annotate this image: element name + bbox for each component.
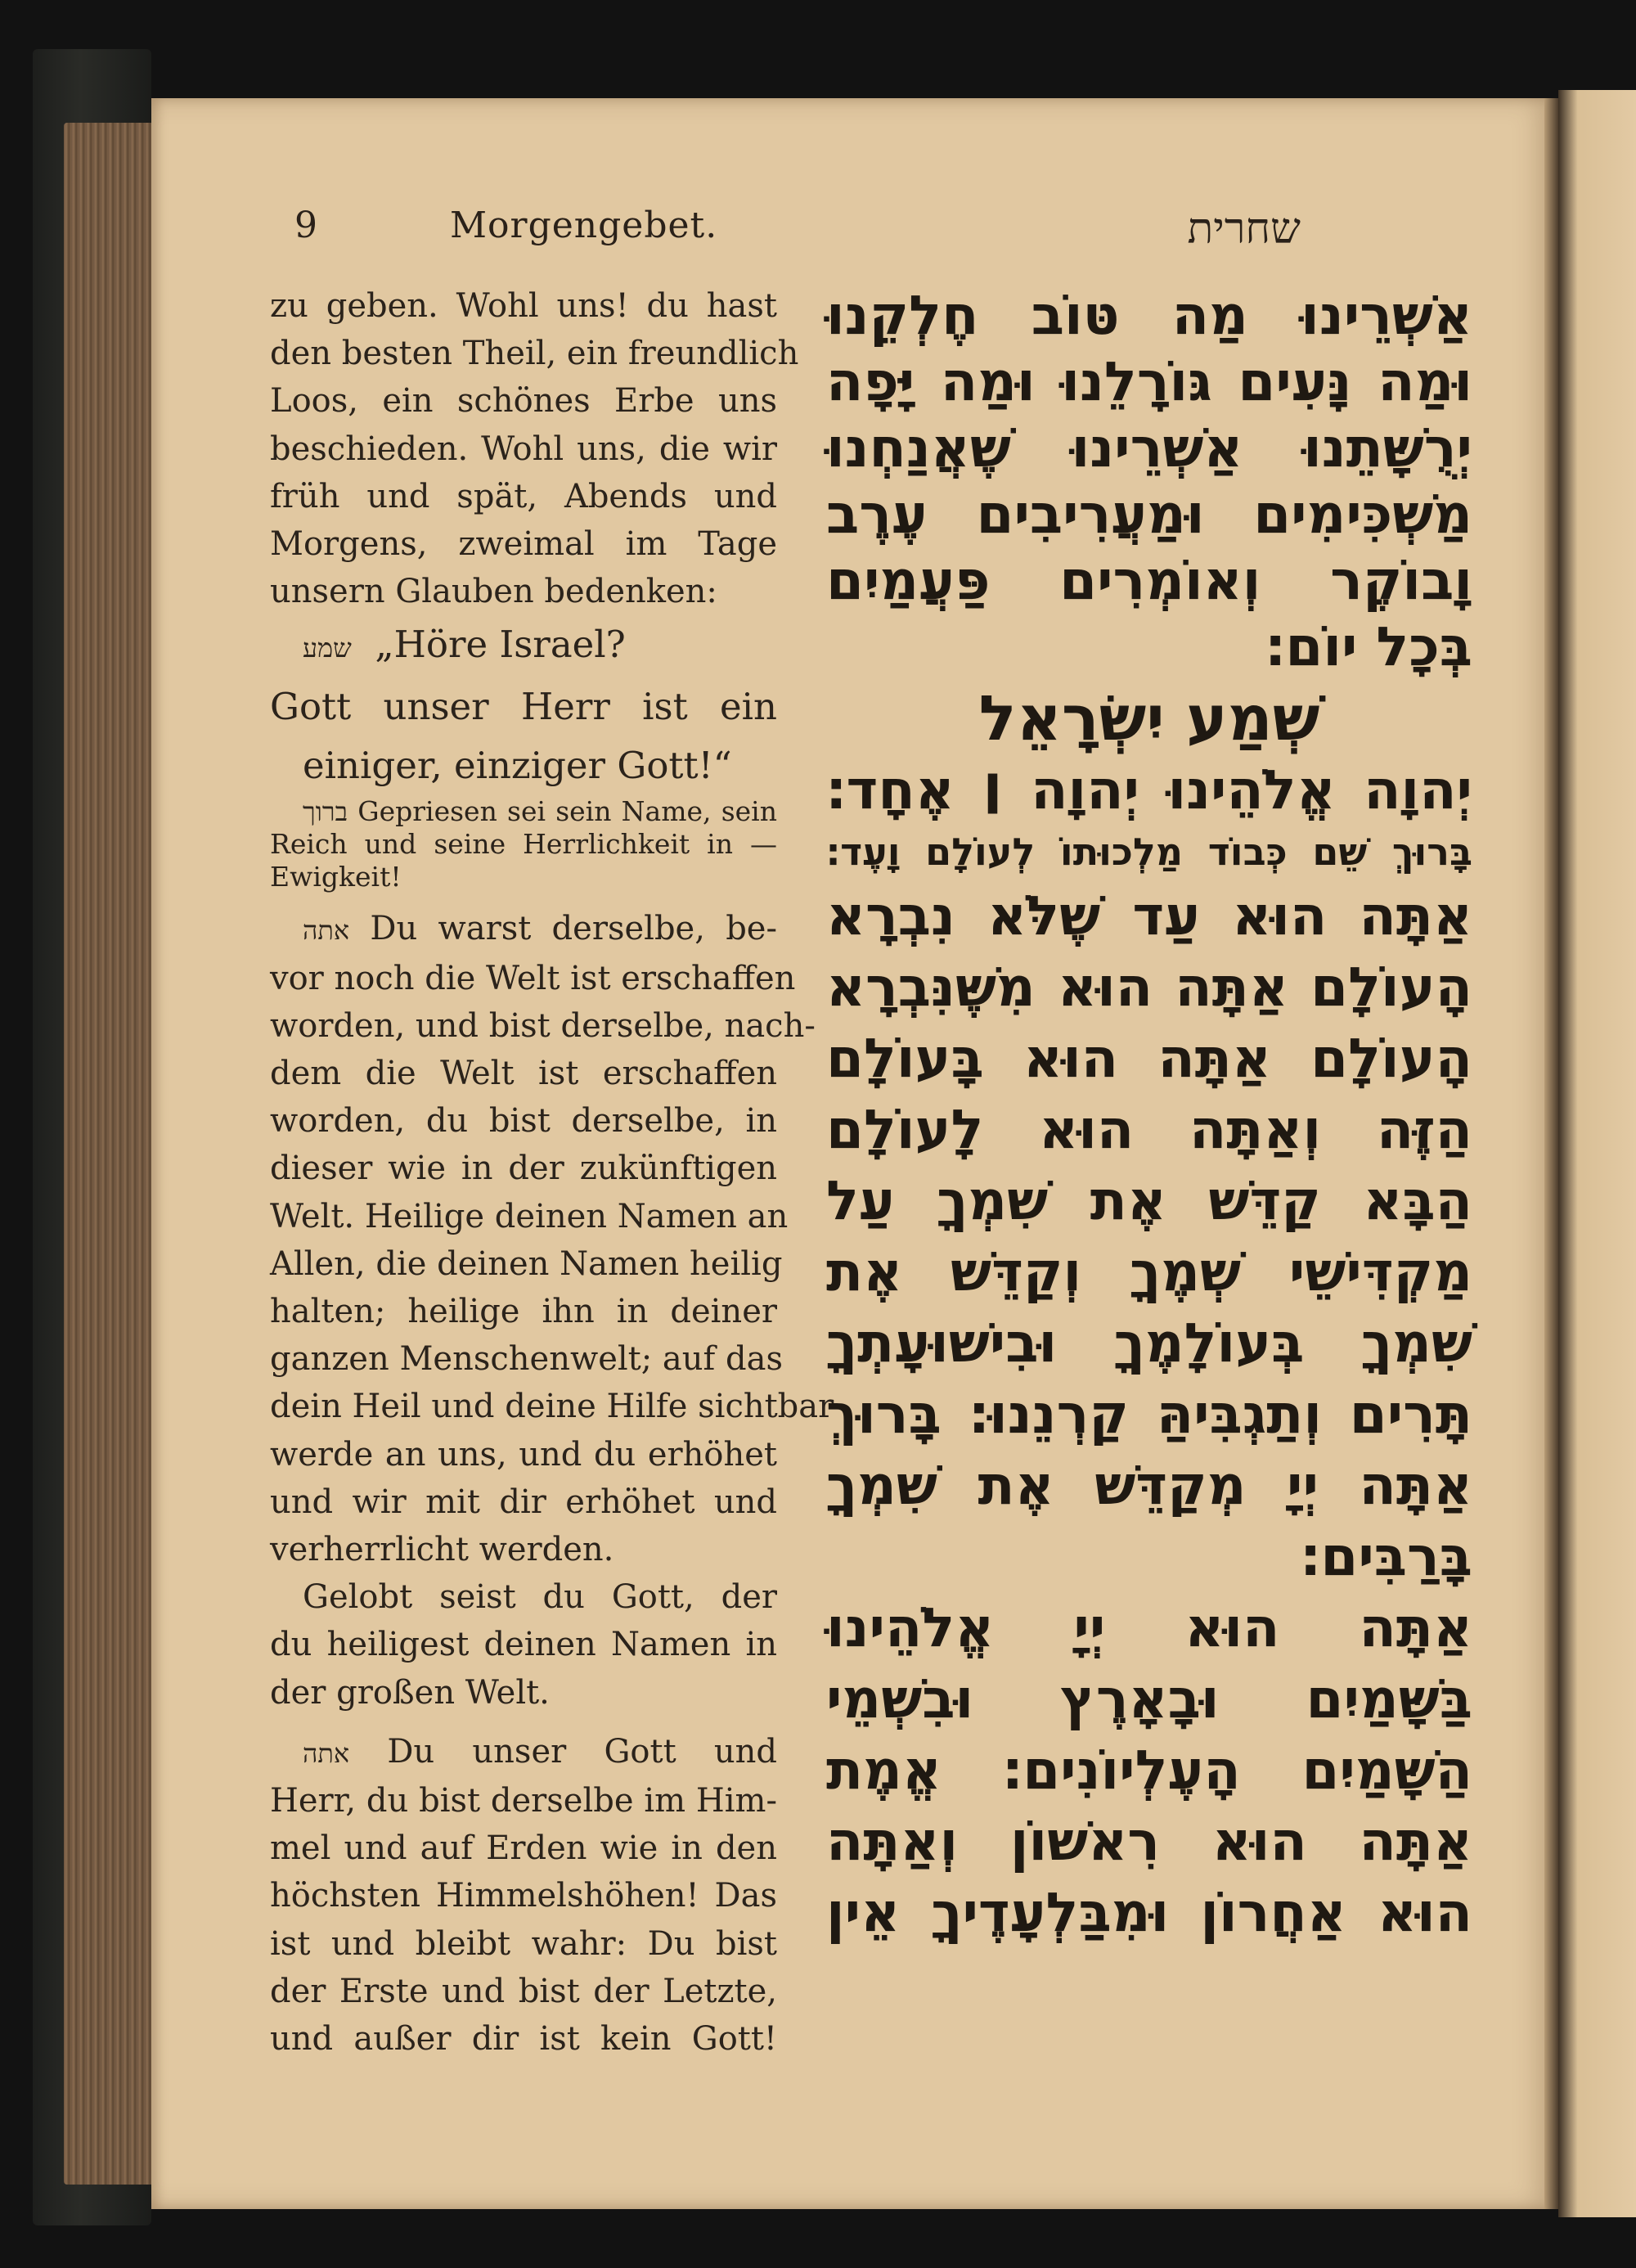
running-title: Morgengebet. xyxy=(450,205,718,246)
hebrew-line: בַּשָּׁמַיִם וּבָאָרֶץ וּבִשְׁמֵי xyxy=(826,1667,1472,1730)
hebrew-prayer-column xyxy=(826,282,1472,1948)
hebrew-line: הָעוֹלָם אַתָּה הוּא בָּעוֹלָם xyxy=(826,1027,1472,1090)
hebrew-reference: אתה xyxy=(303,915,350,947)
hebrew-line: אַתָּה הוּא עַד שֶׁלֹּא נִבְרָא xyxy=(826,884,1472,947)
hebrew-line: תָּרִים וְתַגְבִּיהַּ קַרְנֵנוּ׃ בָּרוּךְ xyxy=(826,1383,1472,1446)
gelobt-line: der großen Welt. xyxy=(270,1673,550,1712)
ata2-line xyxy=(270,1728,777,1777)
hebrew-line: וָבוֹקֶר וְאוֹמְרִים פַּעֲמַיִם xyxy=(826,549,1472,612)
ata-line xyxy=(270,905,777,954)
gelobt-line: du heiligest deinen Namen in xyxy=(270,1626,777,1664)
hebrew-line: הַבָּא קַדֵּשׁ אֶת שִׁמְךָ עַל xyxy=(826,1169,1472,1232)
ata-line: und wir mit dir erhöhet und xyxy=(270,1483,777,1521)
hebrew-line: אַשְׁרֵינוּ מַה טּוֹב חֶלְקֵנוּ xyxy=(826,284,1472,347)
hebrew-reference: אתה xyxy=(303,1737,350,1769)
shema-verse: יְהוָה אֱלֹהֵינוּ יְהוָה ׀ אֶחָד׃ xyxy=(826,758,1472,821)
baruch-line: Reich und seine Herrlichkeit in — xyxy=(270,828,777,861)
hebrew-line: מַקְדִּישֵׁי שְׁמֶךָ וְקַדֵּשׁ אֶת xyxy=(826,1240,1472,1303)
hebrew-line: יְרֻשָּׁתֵנוּ אַשְׁרֵינוּ שֶׁאֲנַחְנוּ xyxy=(826,416,1472,479)
ata2-line: mel und auf Erden wie in den xyxy=(270,1829,777,1868)
hebrew-line: בָּרַבִּים׃ xyxy=(1300,1525,1472,1588)
hebrew-line: הַשָּׁמַיִם הָעֶלְיוֹנִים׃ אֱמֶת xyxy=(826,1739,1472,1802)
baruch-verse: בָּרוּךְ שֵׁם כְּבוֹד מַלְכוּתוֹ לְעוֹלָם וָעֶד׃ xyxy=(826,830,1472,874)
ata2-line: und außer dir ist kein Gott! xyxy=(270,2020,777,2059)
spacer xyxy=(270,893,777,905)
ata2-translation xyxy=(270,1728,777,2063)
page-number: 9 xyxy=(294,205,317,246)
ata-line: verherrlicht werden. xyxy=(270,1531,614,1569)
page-edges xyxy=(64,123,154,2185)
shema-line xyxy=(270,615,777,677)
facing-page-edge xyxy=(1558,90,1636,2217)
hebrew-line: וּמַה נָּעִים גּוֹרָלֵנוּ וּמַה יָּפָה xyxy=(826,350,1472,413)
spacer xyxy=(270,1717,777,1728)
text-line: früh und spät, Abends und xyxy=(270,477,777,515)
text-line: zu geben. Wohl uns! du hast xyxy=(270,287,777,325)
running-title-hebrew: שחרית xyxy=(1187,205,1301,254)
ata-line: dein Heil und deine Hilfe sichtbar xyxy=(270,1388,834,1426)
hebrew-line: שִׁמְךָ בְּעוֹלָמֶךָ וּבִישׁוּעָתְךָ xyxy=(826,1312,1472,1375)
ata2-line: Herr, du bist derselbe im Him- xyxy=(270,1782,777,1820)
ata-text: Du warst derselbe, be- xyxy=(370,910,777,948)
ata-line: halten; heilige ihn in deiner xyxy=(270,1293,777,1331)
ata-line: werde an uns, und du erhöhet xyxy=(270,1435,777,1474)
ata2-line: ist und bleibt wahr: Du bist xyxy=(270,1924,777,1963)
gelobt-translation xyxy=(270,1573,777,1717)
baruch-line xyxy=(270,795,777,828)
ata-line: dem die Welt ist erschaffen xyxy=(270,1055,777,1093)
ata-line: vor noch die Welt ist erschaffen xyxy=(270,959,796,997)
text-line: Loos, ein schönes Erbe uns xyxy=(270,382,777,421)
hebrew-reference: ברוך xyxy=(303,796,348,828)
ata-line: dieser wie in der zukünftigen xyxy=(270,1150,777,1188)
baruch-line: Ewigkeit! xyxy=(270,861,402,893)
text-line: Morgens, zweimal im Tage xyxy=(270,525,777,564)
ata-translation xyxy=(270,905,834,1573)
ata2-line: höchsten Himmelshöhen! Das xyxy=(270,1877,777,1915)
hebrew-line: אַתָּה יְיָ מְקַדֵּשׁ אֶת שִׁמְךָ xyxy=(826,1454,1472,1517)
hebrew-line: אַתָּה הוּא יְיָ אֱלֹהֵינוּ xyxy=(826,1596,1472,1659)
hebrew-line: בְּכָל יוֹם׃ xyxy=(1265,615,1472,678)
hebrew-line: הָעוֹלָם אַתָּה הוּא מִשֶּׁנִּבְרָא xyxy=(826,956,1472,1019)
hebrew-line: אַתָּה הוּא רִאשׁוֹן וְאַתָּה xyxy=(826,1810,1472,1873)
ata2-line: der Erste und bist der Letzte, xyxy=(270,1972,777,2010)
hebrew-reference: שמע xyxy=(303,632,352,664)
hebrew-line: מַשְׁכִּימִים וּמַעֲרִיבִים עֶרֶב xyxy=(826,483,1472,546)
baruch-text: Gepriesen sei sein Name, sein xyxy=(357,795,777,828)
gelobt-line: Gelobt seist du Gott, der xyxy=(303,1578,777,1617)
text-line: beschieden. Wohl uns, die wir xyxy=(270,430,777,468)
ata-line: worden, und bist derselbe, nach- xyxy=(270,1006,816,1045)
shema-heading: שְׁמַע יִשְׂרָאֵל xyxy=(978,682,1320,754)
text-line: unsern Glauben bedenken: xyxy=(270,573,717,611)
ata-line: Allen, die deinen Namen heilig xyxy=(270,1244,783,1283)
shema-line: Gott unser Herr ist ein xyxy=(270,685,777,729)
ata-line: Welt. Heilige deinen Namen an xyxy=(270,1197,789,1235)
ata2-text: Du unser Gott und xyxy=(387,1732,777,1771)
shema-translation xyxy=(270,615,777,795)
ata-line: worden, du bist derselbe, in xyxy=(270,1102,777,1141)
hebrew-line: הַזֶּה וְאַתָּה הוּא לָעוֹלָם xyxy=(826,1098,1472,1161)
hebrew-line: הוּא אַחֲרוֹן וּמִבַּלְעָדֶיךָ אֵין xyxy=(826,1881,1472,1944)
shema-text: „Höre Israel? xyxy=(375,623,626,667)
ata-line: ganzen Menschenwelt; auf das xyxy=(270,1340,784,1379)
text-line: den besten Theil, ein freundlich xyxy=(270,335,799,373)
german-translation-column xyxy=(270,282,834,2063)
baruch-translation xyxy=(270,795,777,893)
shema-line: einiger, einziger Gott!“ xyxy=(303,744,732,788)
